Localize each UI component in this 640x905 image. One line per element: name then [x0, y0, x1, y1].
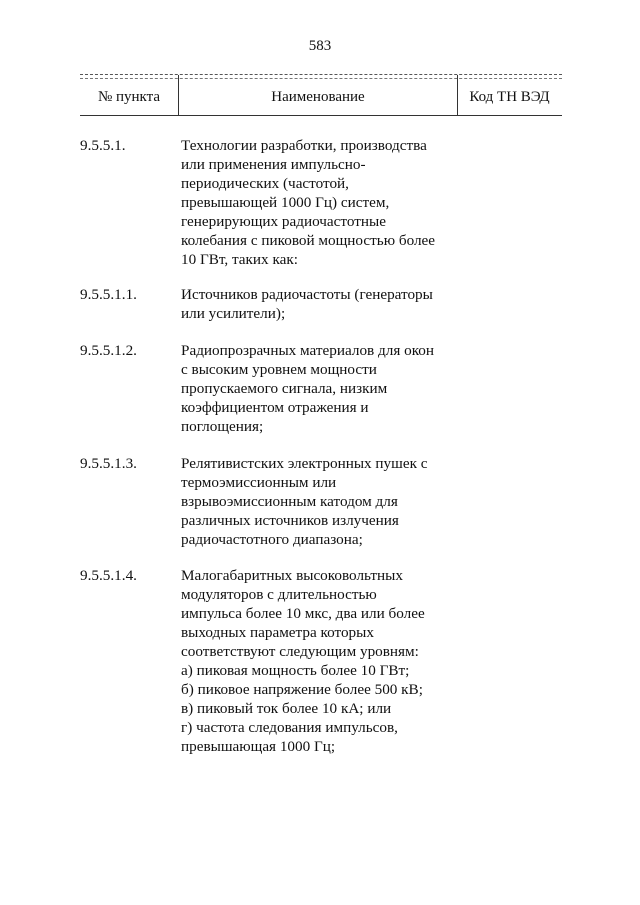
row-number: 9.5.5.1.	[80, 137, 126, 154]
row-text-line: или применения импульсно-	[181, 156, 366, 173]
row-text-line: термоэмиссионным или	[181, 474, 337, 491]
row-text	[181, 454, 461, 549]
row-text	[181, 341, 461, 436]
row-text-line: с высоким уровнем мощности	[181, 361, 377, 378]
row-text-line: Радиопрозрачных материалов для окон	[181, 342, 435, 359]
row-text-line: или усилители);	[181, 305, 286, 322]
header-col-number: № пункта	[97, 89, 161, 105]
row-text-line: Источников радиочастоты (генераторы	[181, 286, 433, 303]
row-text	[181, 136, 461, 269]
row-text-line: Малогабаритных высоковольтных	[181, 567, 403, 584]
row-text-line: 10 ГВт, таких как:	[181, 251, 298, 268]
row-text-line: различных источников излучения	[181, 512, 399, 529]
header-col-code: Код ТН ВЭД	[469, 89, 550, 105]
header-col-name: Наименование	[178, 75, 458, 115]
row-number: 9.5.5.1.2.	[80, 342, 137, 359]
row-text-line: взрывоэмиссионным катодом для	[181, 493, 398, 510]
row-text-line: превышающей 1000 Гц) систем,	[181, 194, 390, 211]
row-number: 9.5.5.1.3.	[80, 455, 137, 472]
row-text-line: г) частота следования импульсов,	[181, 719, 398, 736]
row-text-line: Технологии разработки, производства	[181, 137, 427, 154]
row-text-line: соответствуют следующим уровням:	[181, 643, 419, 660]
row-text-line: пропускаемого сигнала, низким	[181, 380, 388, 397]
row-text-line: импульса более 10 мкс, два или более	[181, 605, 425, 622]
row-text	[181, 285, 461, 323]
row-number: 9.5.5.1.4.	[80, 567, 137, 584]
row-text-line: генерирующих радиочастотные	[181, 213, 386, 230]
row-text-line: в) пиковый ток более 10 кА; или	[181, 700, 392, 717]
page-number: 583	[308, 38, 332, 54]
row-text-line: поглощения;	[181, 418, 264, 435]
row-text	[181, 566, 461, 756]
row-number: 9.5.5.1.1.	[80, 286, 137, 303]
row-text-line: радиочастотного диапазона;	[181, 531, 363, 548]
row-text-line: выходных параметра которых	[181, 624, 374, 641]
row-text-line: б) пиковое напряжение более 500 кВ;	[181, 681, 423, 698]
row-text-line: модуляторов с длительностью	[181, 586, 377, 603]
table-header	[80, 74, 562, 116]
row-text-line: превышающая 1000 Гц;	[181, 738, 336, 755]
row-text-line: колебания с пиковой мощностью более	[181, 232, 436, 249]
row-text-line: а) пиковая мощность более 10 ГВт;	[181, 662, 410, 679]
row-text-line: Релятивистских электронных пушек с	[181, 455, 428, 472]
row-text-line: периодических (частотой,	[181, 175, 349, 192]
row-text-line: коэффициентом отражения и	[181, 399, 369, 416]
